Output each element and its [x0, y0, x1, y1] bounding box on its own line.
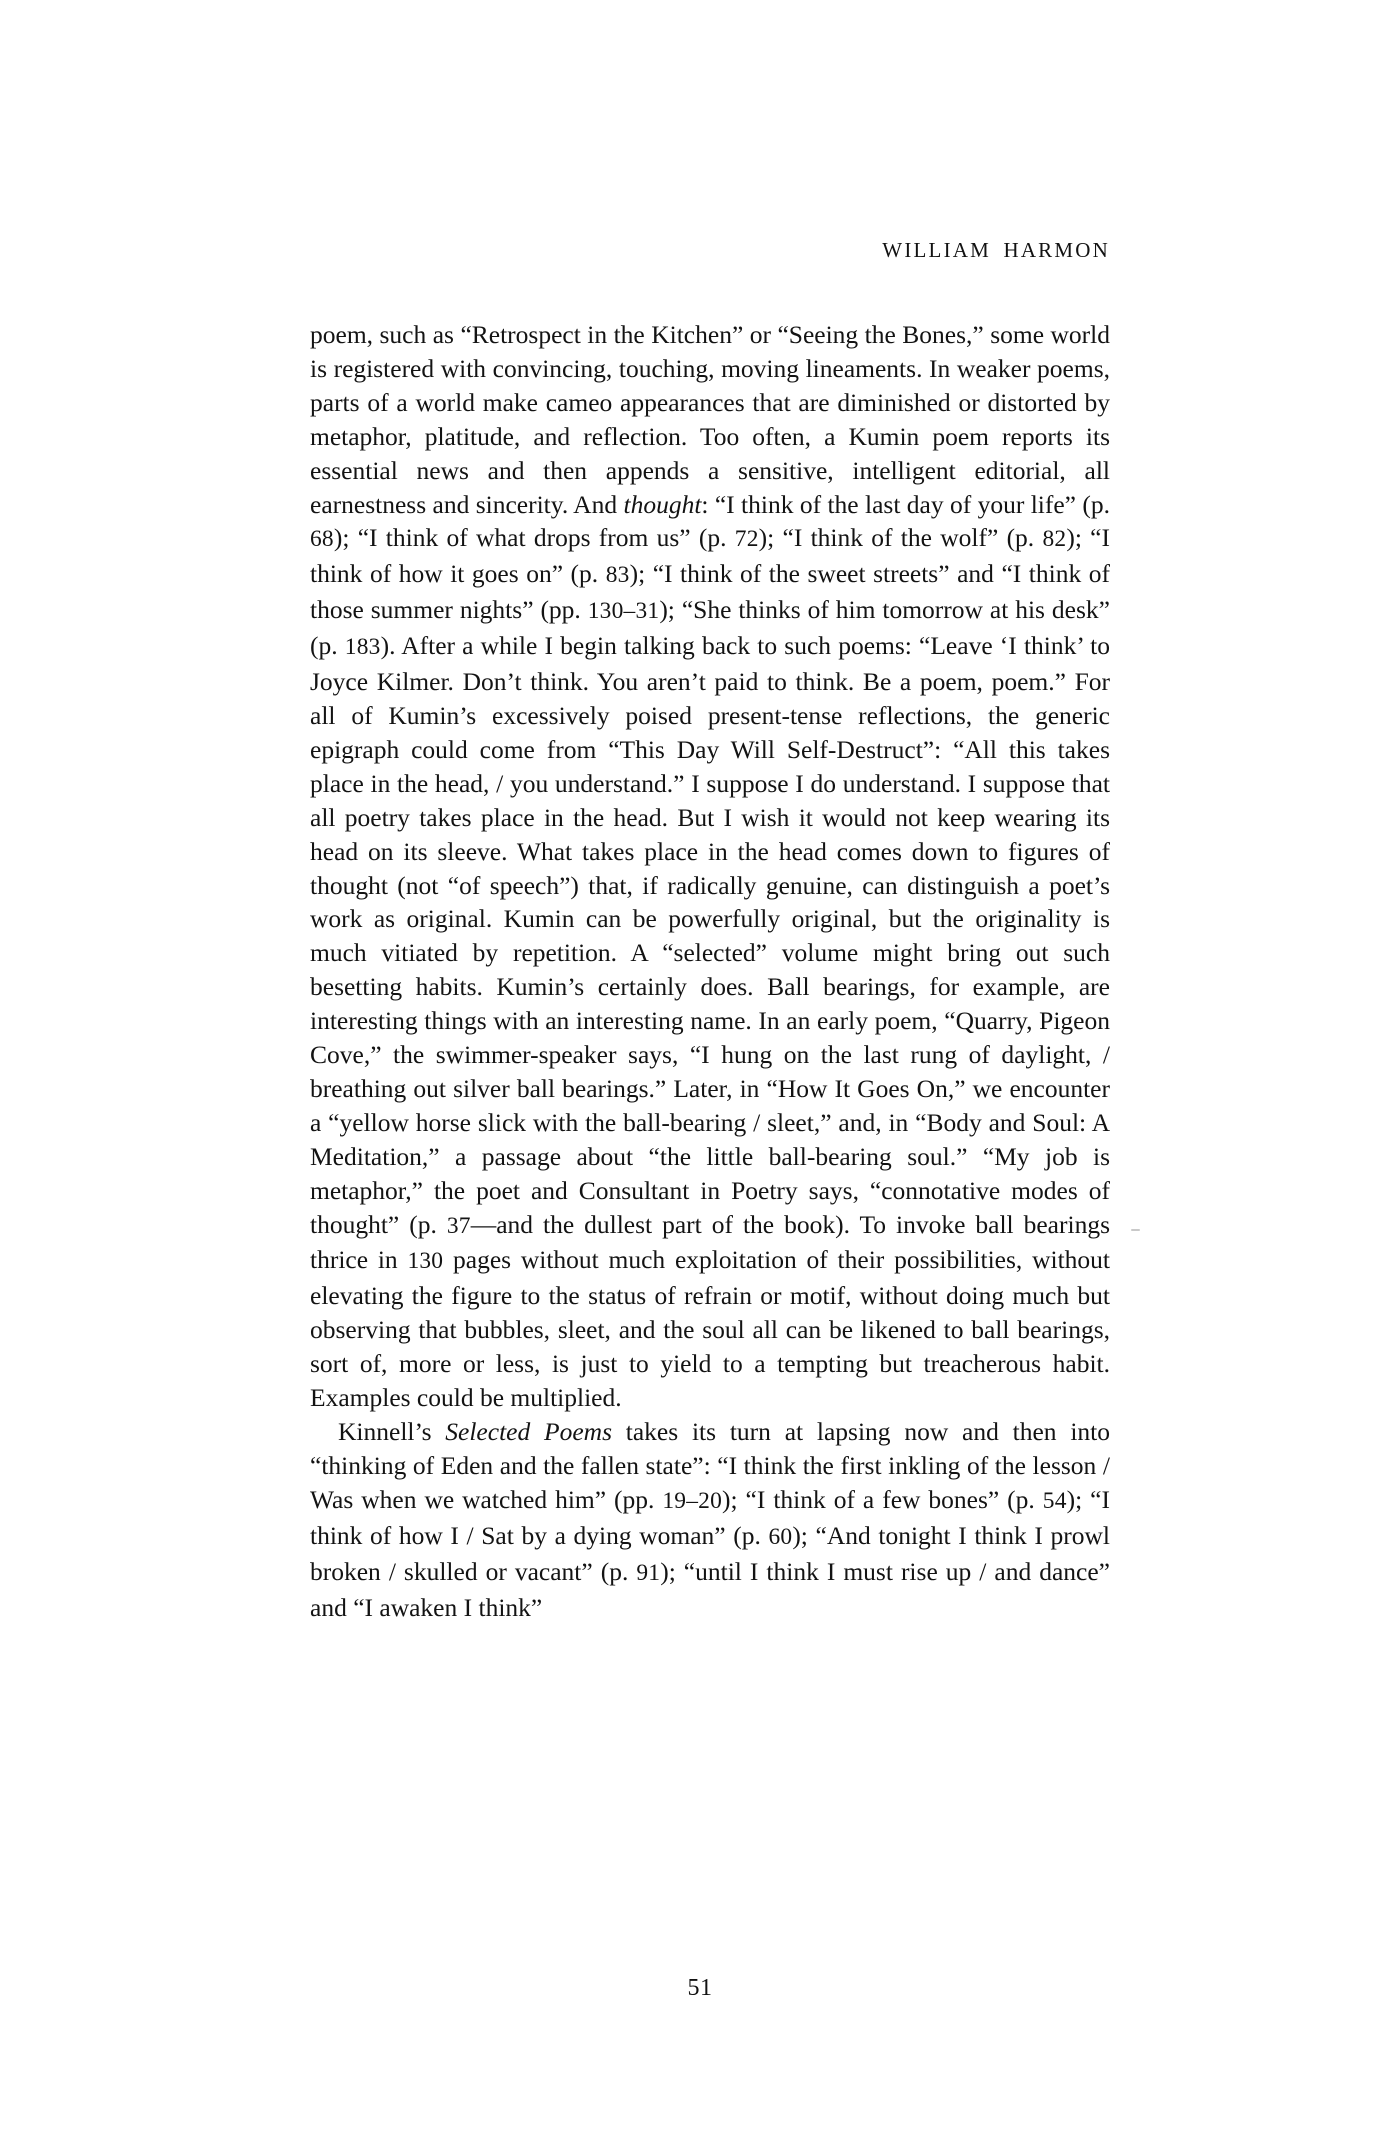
running-head: WILLIAM HARMON	[882, 238, 1110, 262]
scan-artifact-speck	[1131, 1229, 1140, 1231]
body-text-block	[310, 318, 1110, 1624]
paragraph-kumin: poem, such as “Retrospect in the Kitchen” or “Seeing the Bones,” some world is registered with convincing, touching, moving lineaments. In weaker poems, parts of a world make cameo appearances that are diminished or distorted by metaphor, platitude, and reflection. Too often, a Kumin poem reports its essential news and then appends a sensitive, intelligent editorial, all earnestness and sincerity. And thought: “I think of the last day of your life” (p. 68); “I think of what drops from us” (p. 72); “I think of the wolf” (p. 82); “I think of how it goes on” (p. 83); “I think of the sweet streets” and “I think of those summer nights” (pp. 130–31); “She thinks of him tomorrow at his desk” (p. 183). After a while I begin talking back to such poems: “Leave ‘I think’ to Joyce Kilmer. Don’t think. You aren’t paid to think. Be a poem, poem.” For all of Kumin’s excessively poised present-tense reflections, the generic epigraph could come from “This Day Will Self-Destruct”: “All this takes place in the head, / you understand.” I suppose I do understand. I suppose that all poetry takes place in the head. But I wish it would not keep wearing its head on its sleeve. What takes place in the head comes down to figures of thought (not “of speech”) that, if radically genuine, can distinguish a poet’s work as original. Kumin can be powerfully original, but the originality is much vitiated by repetition. A “selected” volume might bring out such besetting habits. Kumin’s certainly does. Ball bearings, for example, are interesting things with an interesting name. In an early poem, “Quarry, Pigeon Cove,” the swimmer-speaker says, “I hung on the last rung of daylight, / breathing out silver ball bearings.” Later, in “How It Goes On,” we encounter a “yellow horse slick with the ball-bearing / sleet,” and, in “Body and Soul: A Meditation,” a passage about “the little ball-bearing soul.” “My job is metaphor,” the poet and Consultant in Poetry says, “connotative modes of thought” (p. 37—and the dullest part of the book). To invoke ball bearings thrice in 130 pages without much exploitation of their possibilities, without elevating the figure to the status of refrain or motif, without doing much but observing that bubbles, sleet, and the soul all can be likened to ball bearings, sort of, more or less, is just to yield to a tempting but treacherous habit. Examples could be multiplied.	[310, 320, 1111, 1413]
paragraph-kinnell: Kinnell’s Selected Poems takes its turn at lapsing now and then into “thinking of Eden and the fallen state”: “I think the first inkling of the lesson / Was when we watched him” (pp. 19–20); “I think of a few bones” (p. 54); “I think of how I / Sat by a dying woman” (p. 60); “And tonight I think I prowl broken / skulled or vacant” (p. 91); “until I think I must rise up / and dance” and “I awaken I think”	[310, 1417, 1110, 1622]
page-number-folio: 51	[687, 1975, 713, 2001]
